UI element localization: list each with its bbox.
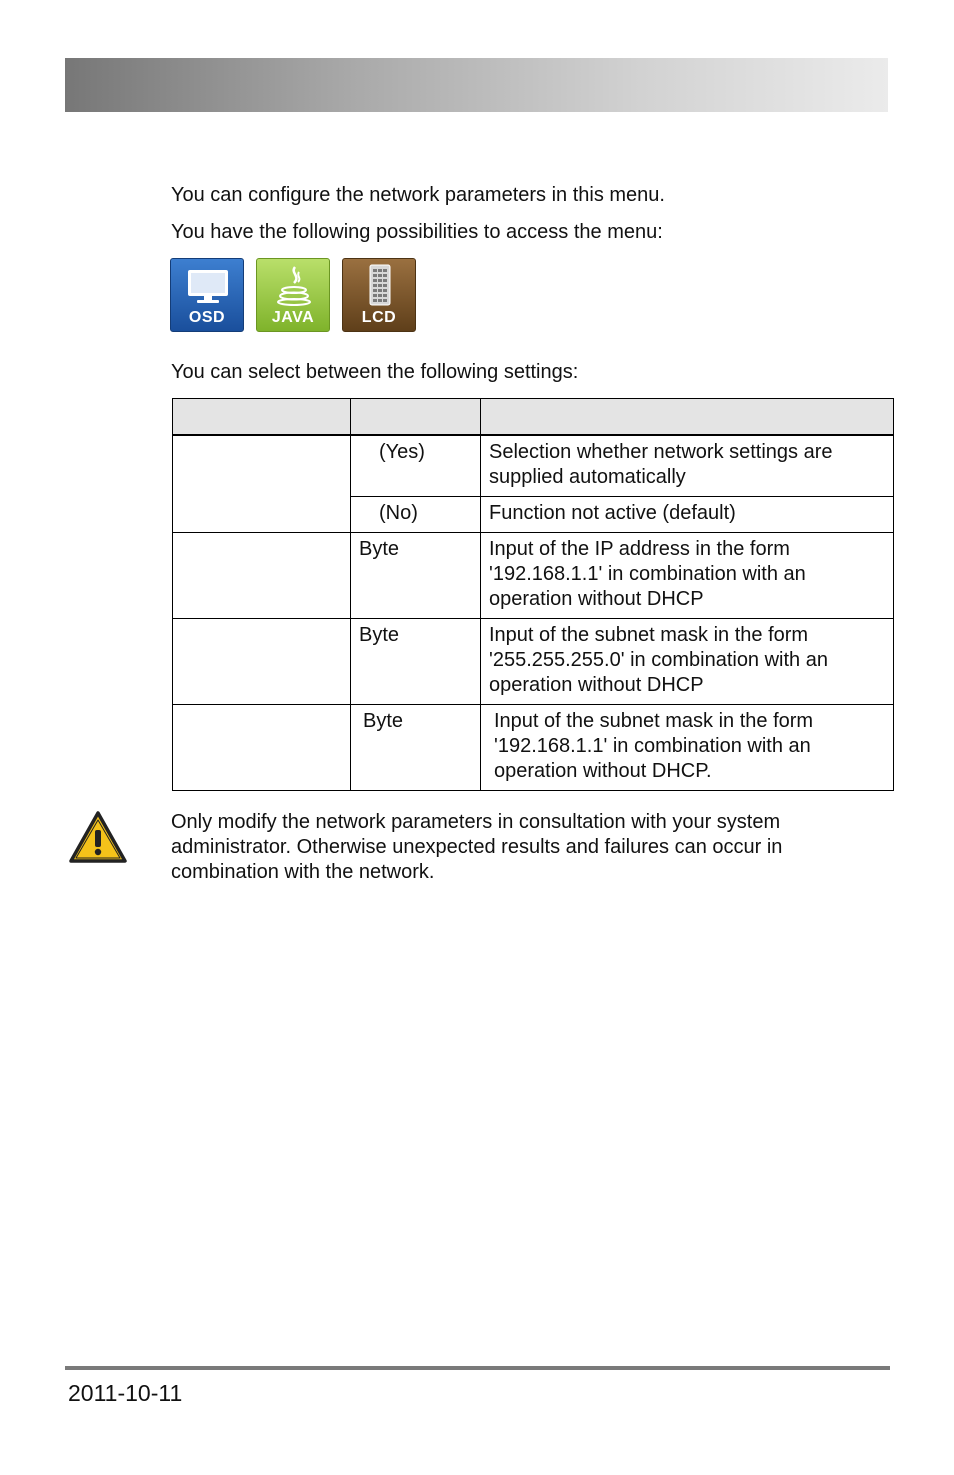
row-description-cell: Selection whether network settings are supplied automatically — [481, 435, 894, 497]
table-row — [173, 533, 894, 619]
row-name-cell — [173, 619, 351, 705]
intro-text: You can configure the network parameters in this menu. — [171, 184, 665, 206]
row-value-cell: Byte — [351, 705, 481, 791]
lcd-icon — [342, 258, 416, 332]
row-value-cell: (Yes) — [351, 435, 481, 497]
row-description-cell: Input of the IP address in the form '192.168.1.1' in combination with an operation without DHCP — [481, 533, 894, 619]
header-cell-name — [173, 399, 351, 436]
monitor-icon — [171, 259, 244, 309]
footer-date: 2011-10-11 — [68, 1380, 183, 1406]
warning-text: Only modify the network parameters in consultation with your system administrator. Otherwise unexpected results and failures can occur in combination with the network. — [171, 811, 783, 883]
settings-text: You can select between the following settings: — [171, 361, 579, 383]
access-text: You have the following possibilities to access the menu: — [171, 221, 663, 243]
row-value-cell: Byte — [351, 619, 481, 705]
osd-label: OSD — [188, 309, 226, 326]
osd-icon — [170, 258, 244, 332]
header-bar — [65, 58, 888, 112]
row-name-cell — [173, 533, 351, 619]
lcd-keypad-icon — [343, 259, 416, 309]
header-cell-description — [481, 399, 894, 436]
row-description-cell: Input of the subnet mask in the form '255.255.255.0' in combination with an operation without DHCP — [481, 619, 894, 705]
row-description-cell: Input of the subnet mask in the form '192.168.1.1' in combination with an operation without DHCP. — [481, 705, 894, 791]
header-cell-value — [351, 399, 481, 436]
row-value-cell: Byte — [351, 533, 481, 619]
java-icon-tile — [256, 258, 330, 332]
row-name-cell — [173, 705, 351, 791]
settings-table — [172, 398, 894, 791]
row-name-cell — [173, 435, 351, 533]
table-row — [173, 705, 894, 791]
row-value-cell: (No) — [351, 497, 481, 533]
java-icon — [257, 259, 330, 309]
table-row — [173, 619, 894, 705]
table-header-row — [173, 399, 894, 436]
lcd-label: LCD — [361, 309, 397, 326]
java-label: JAVA — [271, 309, 315, 326]
warning-icon — [68, 810, 128, 864]
footer-divider — [65, 1366, 890, 1370]
table-row — [173, 435, 894, 497]
row-description-cell: Function not active (default) — [481, 497, 894, 533]
